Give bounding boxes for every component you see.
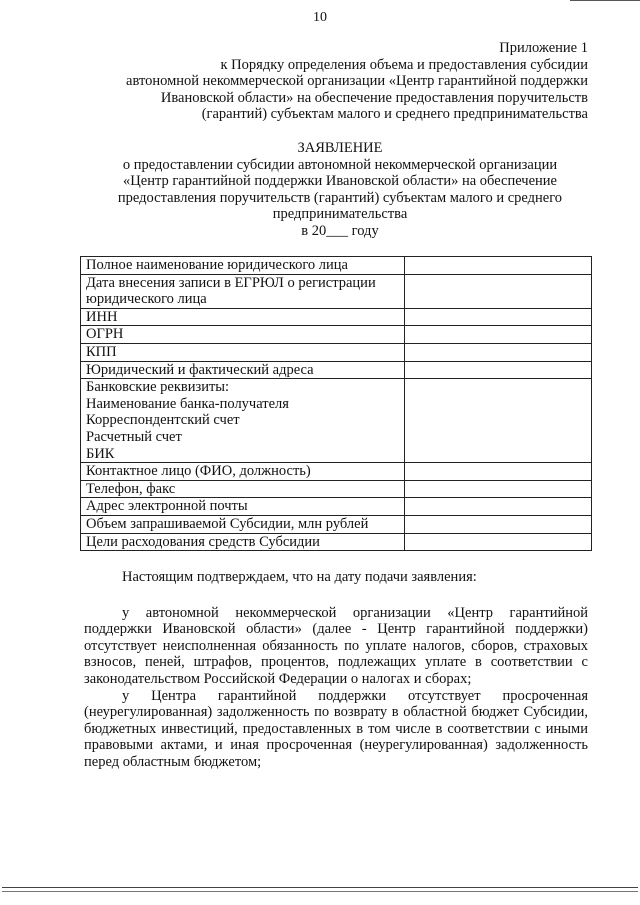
statement-line: «Центр гарантийной поддержки Ивановской области» на обеспечение <box>123 173 557 190</box>
field-sublabel: Расчетный счет <box>86 428 182 445</box>
appendix-line: автономной некоммерческой организации «Центр гарантийной поддержки <box>126 73 588 90</box>
field-value-cell[interactable] <box>405 257 592 275</box>
scan-bottom-line <box>2 891 638 892</box>
field-value-cell[interactable] <box>405 274 592 308</box>
table-row <box>81 463 592 481</box>
statement-title-block <box>60 140 620 240</box>
field-sublabel: БИК <box>86 445 115 462</box>
confirmation-intro: Настоящим подтверждаем, что на дату подачи заявления: <box>122 569 477 585</box>
statement-line: о предоставлении субсидии автономной некоммерческой организации <box>122 156 558 173</box>
field-label: Полное наименование юридического лица <box>81 257 405 275</box>
field-label: ОГРН <box>81 326 405 344</box>
scan-bottom-line <box>2 887 638 888</box>
field-label: Объем запрашиваемой Субсидии, млн рублей <box>81 515 405 533</box>
field-label: Юридический и фактический адреса <box>81 361 405 379</box>
appendix-line: Ивановской области» на обеспечение предоставления поручительств <box>160 89 588 106</box>
body-text <box>84 569 588 771</box>
field-sublabel: Корреспондентский счет <box>86 412 240 429</box>
table-row <box>81 257 592 275</box>
field-label: ИНН <box>81 308 405 326</box>
statement-heading: ЗАЯВЛЕНИЕ <box>297 140 383 156</box>
table-row <box>81 326 592 344</box>
table-row <box>81 379 592 463</box>
confirmation-paragraph: у автономной некоммерческой организации «Центр гарантийной поддержки Ивановской области» (далее - Центр гарантийной поддержки) отсутствует неисполненная обязанность по уплате налогов, сборов, страховых взносов, пеней, штрафов, процентов, подлежащих уплате в соответствии с законодательством Российской Федерации о налогах и сборах; <box>84 604 588 687</box>
field-label: Телефон, факс <box>81 480 405 498</box>
bank-details-label-cell <box>81 379 405 463</box>
field-value-cell[interactable] <box>405 379 592 463</box>
field-value-cell[interactable] <box>405 515 592 533</box>
appendix-title: Приложение 1 <box>499 40 588 56</box>
field-value-cell[interactable] <box>405 361 592 379</box>
page-number: 10 <box>313 10 327 25</box>
field-value-cell[interactable] <box>405 498 592 516</box>
table-row <box>81 343 592 361</box>
statement-line: предпринимательства <box>272 206 408 223</box>
field-label: Банковские реквизиты: <box>86 379 230 396</box>
field-label: Цели расходования средств Субсидии <box>81 533 405 551</box>
table-row <box>81 274 592 308</box>
field-label: Дата внесения записи в ЕГРЮЛ о регистрации юридического лица <box>81 274 405 308</box>
field-label: Контактное лицо (ФИО, должность) <box>81 463 405 481</box>
field-value-cell[interactable] <box>405 326 592 344</box>
field-sublabel: Наименование банка-получателя <box>86 395 289 412</box>
confirmation-paragraph: у Центра гарантийной поддержки отсутствует просроченная (неурегулированная) задолженность по возврату в областной бюджет Субсидии, бюджетных инвестиций, предоставленных в том числе в соответствии с иными правовыми актами, и иная просроченная (неурегулированная) задолженность перед областным бюджетом; <box>84 687 588 770</box>
appendix-line: (гарантий) субъектам малого и среднего предпринимательства <box>201 106 588 123</box>
field-label: Адрес электронной почты <box>81 498 405 516</box>
table-row <box>81 308 592 326</box>
table-row <box>81 515 592 533</box>
field-value-cell[interactable] <box>405 463 592 481</box>
table-row <box>81 533 592 551</box>
field-value-cell[interactable] <box>405 533 592 551</box>
table-row <box>81 480 592 498</box>
table-row <box>81 361 592 379</box>
field-value-cell[interactable] <box>405 308 592 326</box>
application-form-table <box>80 256 592 551</box>
field-label: КПП <box>81 343 405 361</box>
scan-edge-line <box>570 0 640 1</box>
statement-year-line: в 20___ году <box>301 222 379 239</box>
table-row <box>81 498 592 516</box>
statement-line: предоставления поручительств (гарантий) субъектам малого и среднего <box>117 189 563 206</box>
field-value-cell[interactable] <box>405 480 592 498</box>
field-value-cell[interactable] <box>405 343 592 361</box>
appendix-line: к Порядку определения объема и предоставления субсидии <box>220 56 588 73</box>
appendix-block <box>28 40 588 123</box>
